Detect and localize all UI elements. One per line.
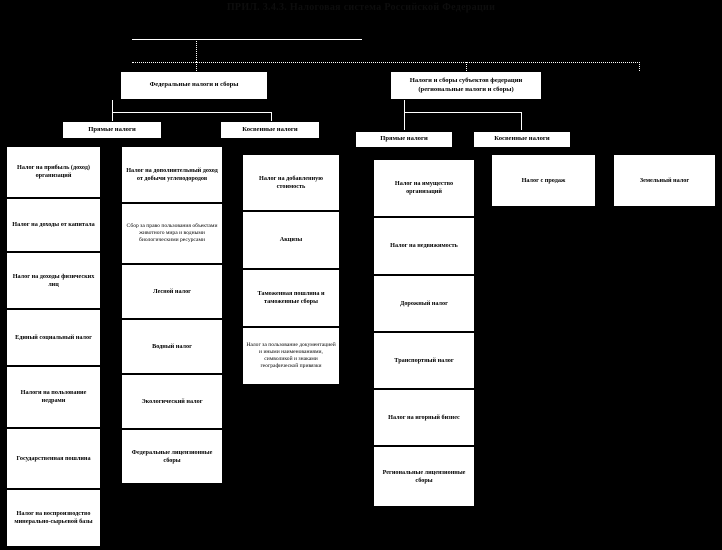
- node-reg-direct-0[interactable]: Налог на имущество организаций: [373, 159, 475, 217]
- node-reg-direct-4[interactable]: Налог на игорный бизнес: [373, 389, 475, 446]
- node-fed-direct-a-4[interactable]: Налоги на пользование недрами: [6, 366, 101, 428]
- header-regional-direct[interactable]: Прямые налоги: [355, 131, 453, 148]
- connector-root-bar: [132, 39, 362, 40]
- figure-caption: ПРИЛ. 3.4.3. Налоговая система Российской Федерации: [226, 2, 496, 13]
- node-reg-direct-2[interactable]: Дорожный налог: [373, 275, 475, 332]
- node-reg-direct-1[interactable]: Налог на недвижимость: [373, 217, 475, 275]
- connector-reg-right: [521, 112, 522, 130]
- regional-title-line1: Налоги и сборы субъектов федерации: [409, 76, 523, 84]
- header-regional-indirect[interactable]: Косвенные налоги: [473, 131, 571, 148]
- node-reg-direct-5[interactable]: Региональные лицензионные сборы: [373, 446, 475, 507]
- node-reg-direct-3[interactable]: Транспортный налог: [373, 332, 475, 389]
- connector-federal-drop: [196, 62, 197, 71]
- header-federal-indirect[interactable]: Косвенные налоги: [220, 121, 320, 139]
- node-fed-direct-b-5[interactable]: Федеральные лицензионные сборы: [121, 429, 223, 484]
- node-fed-direct-a-5[interactable]: Государственная пошлина: [6, 428, 101, 489]
- node-fed-indirect-1[interactable]: Акцизы: [242, 211, 340, 269]
- node-fed-indirect-0[interactable]: Налог на добавленную стоимость: [242, 154, 340, 211]
- connector-fed-bar: [112, 112, 272, 113]
- node-fed-direct-b-2[interactable]: Лесной налог: [121, 264, 223, 319]
- node-federal-taxes[interactable]: Федеральные налоги и сборы: [120, 71, 268, 100]
- connector-regional-drop: [466, 62, 467, 71]
- node-fed-direct-a-1[interactable]: Налог на доходы от капитала: [6, 198, 101, 252]
- node-fed-direct-a-3[interactable]: Единый социальный налог: [6, 309, 101, 366]
- connector-reg-bar: [404, 112, 522, 113]
- node-reg-indirect-0[interactable]: Налог с продаж: [491, 154, 596, 207]
- node-fed-direct-b-1[interactable]: Сбор за право пользования объектами животного мира и водными биологическими ресурсами: [121, 203, 223, 264]
- node-fed-indirect-2[interactable]: Таможенная пошлина и таможенные сборы: [242, 269, 340, 327]
- connector-reg-left: [404, 100, 405, 130]
- node-fed-indirect-3[interactable]: Налог за пользование документацией и иными наименованиями, символикой и знаками географической привязки: [242, 327, 340, 385]
- regional-title-line2: (региональные налоги и сборы): [418, 85, 514, 93]
- node-fed-direct-b-3[interactable]: Водный налог: [121, 319, 223, 374]
- node-fed-direct-a-2[interactable]: Налог на доходы физических лиц: [6, 252, 101, 309]
- node-fed-direct-b-0[interactable]: Налог на дополнительный доход от добычи углеводородов: [121, 146, 223, 203]
- connector-top-dotted: [132, 62, 640, 63]
- node-fed-direct-a-6[interactable]: Налог на воспроизводство минерально-сырьевой базы: [6, 489, 101, 547]
- header-federal-direct[interactable]: Прямые налоги: [62, 121, 162, 139]
- node-fed-direct-a-0[interactable]: Налог на прибыль (доход) организаций: [6, 146, 101, 198]
- node-regional-taxes[interactable]: [390, 71, 542, 100]
- node-land-tax[interactable]: Земельный налог: [613, 154, 716, 207]
- connector-root-stem: [196, 39, 197, 62]
- node-fed-direct-b-4[interactable]: Экологический налог: [121, 374, 223, 429]
- connector-regional-drop-right: [639, 62, 640, 71]
